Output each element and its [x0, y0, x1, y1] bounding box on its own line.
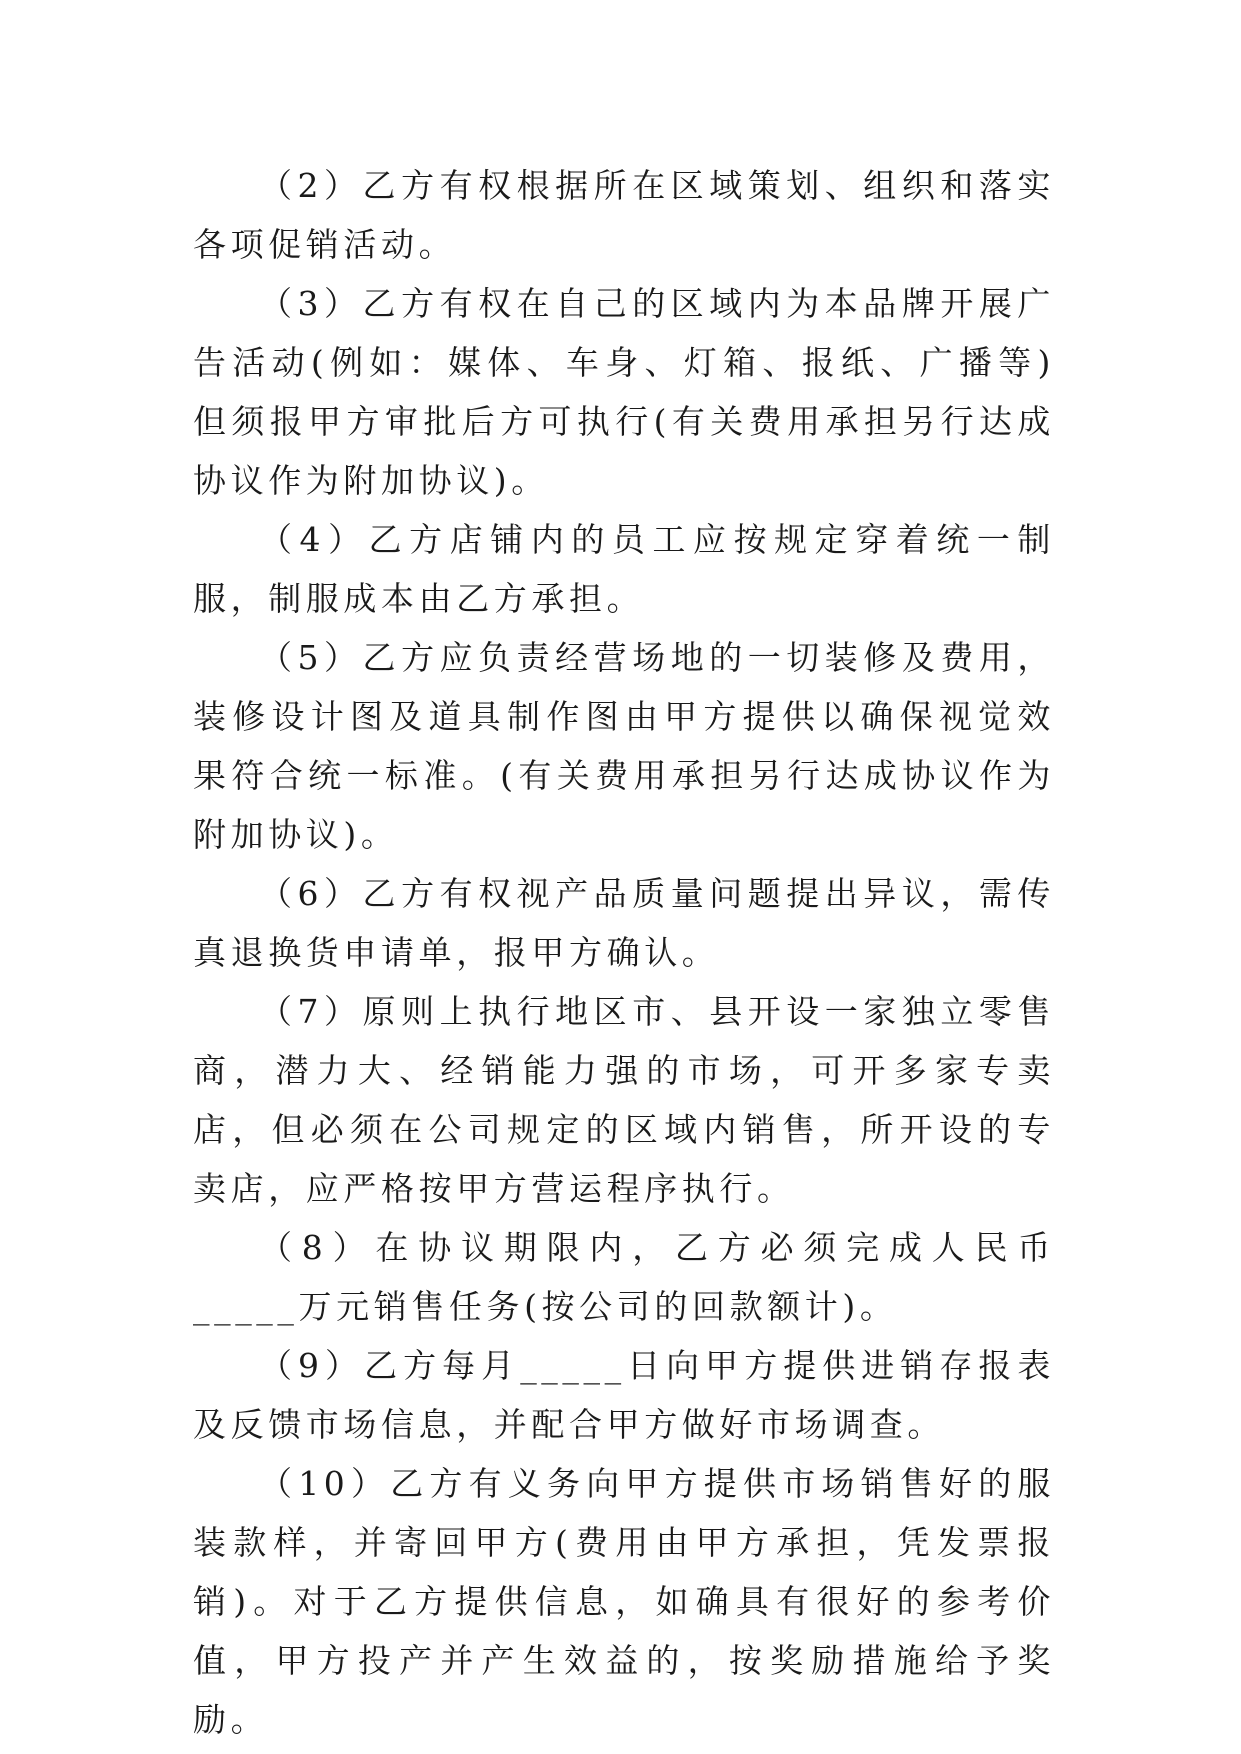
- paragraph-6: （6）乙方有权视产品质量问题提出异议，需传真退换货申请单，报甲方确认。: [193, 874, 1055, 972]
- paragraph-7: （7）原则上执行地区市、县开设一家独立零售商，潜力大、经销能力强的市场，可开多家专卖店，但必须在公司规定的区域内销售，所开设的专卖店，应严格按甲方营运程序执行。: [193, 992, 1055, 1208]
- paragraph-8: （8）在协议期限内，乙方必须完成人民币_____万元销售任务(按公司的回款额计)。: [193, 1228, 1055, 1326]
- paragraph-10: （10）乙方有义务向甲方提供市场销售好的服装款样，并寄回甲方(费用由甲方承担，凭发票报销)。对于乙方提供信息，如确具有很好的参考价值，甲方投产并产生效益的，按奖励措施给予奖励。: [193, 1464, 1055, 1739]
- paragraph-9: （9）乙方每月_____日向甲方提供进销存报表及反馈市场信息，并配合甲方做好市场调查。: [193, 1346, 1055, 1444]
- paragraph-3: （3）乙方有权在自己的区域内为本品牌开展广告活动(例如：媒体、车身、灯箱、报纸、广播等)但须报甲方审批后方可执行(有关费用承担另行达成协议作为附加协议)。: [193, 284, 1055, 500]
- paragraph-4: （4）乙方店铺内的员工应按规定穿着统一制服，制服成本由乙方承担。: [193, 520, 1055, 618]
- paragraph-5: （5）乙方应负责经营场地的一切装修及费用，装修设计图及道具制作图由甲方提供以确保视觉效果符合统一标准。(有关费用承担另行达成协议作为附加协议)。: [193, 638, 1055, 854]
- document-body: [193, 156, 1055, 1749]
- paragraph-2: （2）乙方有权根据所在区域策划、组织和落实各项促销活动。: [193, 166, 1055, 264]
